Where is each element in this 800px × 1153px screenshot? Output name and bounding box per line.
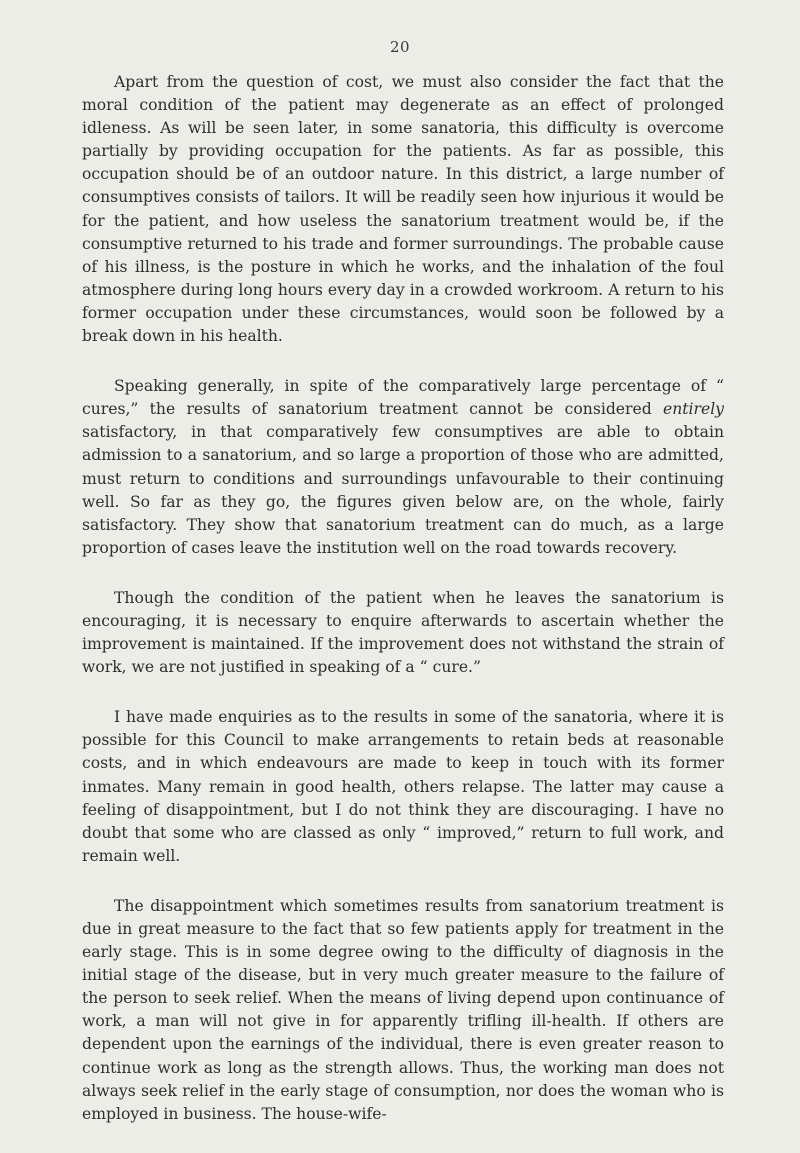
paragraph-disappointment: The disappointment which sometimes results from sanatorium treatment is due in great measure to the fact that so few patients apply for treatment in the early stage. This is in some degree owing to the difficulty of diagnosis in the initial stage of the disease, but in very much greater measure to the failure of the person to seek relief. When the means of living depend upon continuance of work, a man will not give in for apparently trifling ill-health. If others are dependent upon the earnings of the individual, there is even greater reason to continue work as long as the strength allows. Thus, the working man does not always seek relief in the early stage of consumption, nor does the woman who is employed in business. The house-wife- bbox=[82, 896, 724, 1123]
paragraph-enquiries: I have made enquiries as to the results in some of the sanatoria, where it is possible for this Council to make arrangements to retain beds at reasonable costs, and in which endeavours are made to keep in touch with its former inmates. Many remain in good health, others relapse. The latter may cause a feeling of disappointment, but I do not think they are discouraging. I have no doubt that some who are classed as only “ improved,” return to full work, and remain well. bbox=[82, 708, 724, 865]
paragraph-results-of-treatment bbox=[82, 375, 724, 560]
paragraph-results-text-end: satisfactory, in that comparatively few consumptives are able to obtain admission to a sanatorium, and so large a proportion of those who are admitted, must return to conditions and surroundings unfavourable to their continuing well. So far as they go, the figures given below are, on the whole, fairly satisfactory. They show that sanatorium treatment can do much, as a large proportion of cases leave the institution well on the road towards recovery. bbox=[82, 423, 724, 557]
page-number: 20 bbox=[389, 38, 411, 56]
emphasis-entirely: entirely bbox=[662, 400, 724, 419]
paragraph-results-text-start: Speaking generally, in spite of the comparatively large percentage of “ cures,” the results of sanatorium treatment cannot be considered bbox=[82, 377, 724, 419]
body-text bbox=[82, 71, 724, 1153]
paragraph-moral-condition: Apart from the question of cost, we must also consider the fact that the moral condition of the patient may degenerate as an effect of prolonged idleness. As will be seen later, in some sanatoria, this difficulty is overcome partially by providing occupation for the patients. As far as possible, this occupation should be of an outdoor nature. In this district, a large number of consumptives consists of tailors. It will be readily seen how injurious it would be for the patient, and how useless the sanatorium treatment would be, if the consumptive returned to his trade and former surroundings. The probable cause of his illness, is the posture in which he works, and the inhalation of the foul atmosphere during long hours every day in a crowded workroom. A return to his former occupation under these circumstances, would soon be followed by a break down in his health. bbox=[82, 73, 724, 346]
paragraph-improvement-maintained: Though the condition of the patient when he leaves the sanatorium is encouraging, it is necessary to enquire afterwards to ascertain whether the improvement is maintained. If the improvement does not withstand the strain of work, we are not justified in speaking of a “ cure.” bbox=[82, 588, 724, 677]
